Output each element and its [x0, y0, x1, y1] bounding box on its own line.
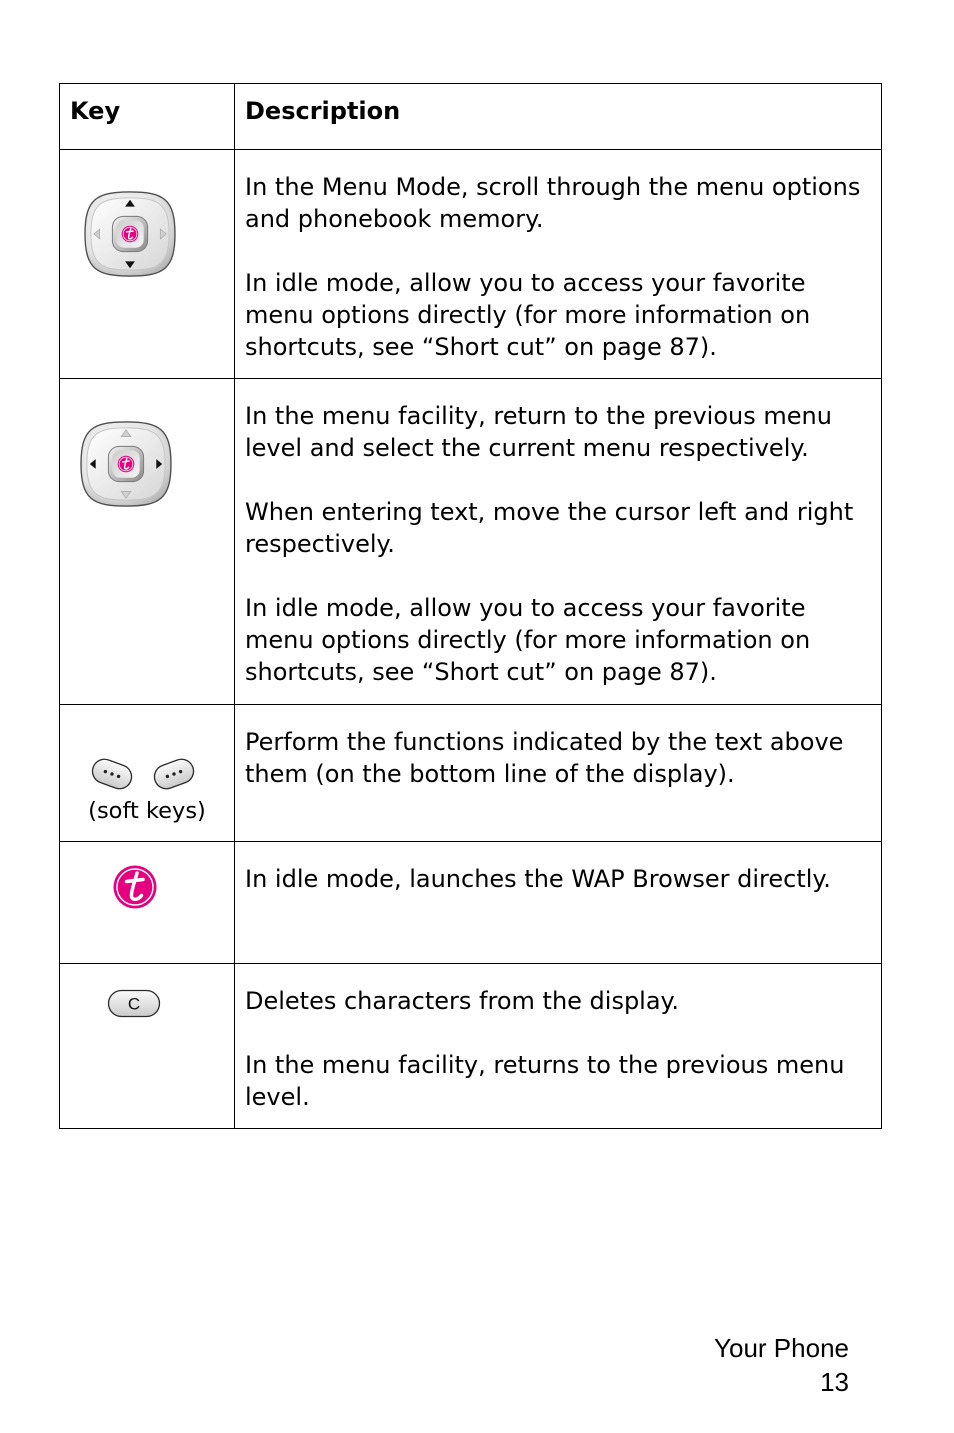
description-cell	[235, 705, 881, 841]
table-row	[60, 705, 881, 842]
page-footer	[714, 1331, 849, 1399]
description-cell	[235, 964, 881, 1128]
wap-browser-key-icon	[112, 864, 158, 910]
table-row	[60, 379, 881, 705]
description-column-header: Description	[245, 97, 401, 125]
description-paragraph: Deletes characters from the display.	[245, 987, 679, 1015]
description-paragraph: In the Menu Mode, scroll through the menu options and phonebook memory.	[245, 173, 861, 233]
key-column-header: Key	[60, 84, 235, 149]
key-cell	[60, 705, 235, 841]
key-description-table	[59, 83, 882, 1129]
wap-logo-disc	[114, 866, 157, 909]
table-row	[60, 150, 881, 379]
table-row	[60, 964, 881, 1128]
wap-logo-icon	[118, 456, 135, 473]
key-cell	[60, 379, 235, 704]
key-cell	[60, 964, 235, 1128]
key-cell	[60, 842, 235, 963]
description-paragraph: In idle mode, allow you to access your favorite menu options directly (for more information on shortcuts, see “Short cut” on page 87).	[245, 594, 811, 686]
description-paragraph: In idle mode, launches the WAP Browser directly.	[245, 865, 831, 893]
description-paragraph: Perform the functions indicated by the text above them (on the bottom line of the display).	[245, 728, 844, 788]
description-cell	[235, 150, 881, 378]
description-paragraph: In the menu facility, returns to the previous menu level.	[245, 1051, 845, 1111]
section-title: Your Phone	[714, 1333, 849, 1363]
soft-keys-label: (soft keys)	[88, 798, 206, 824]
left-soft-key-icon	[88, 755, 136, 793]
navigation-key-left-right-icon	[79, 420, 173, 508]
clear-key-icon	[107, 989, 161, 1019]
description-paragraph: In idle mode, allow you to access your favorite menu options directly (for more information on shortcuts, see “Short cut” on page 87).	[245, 269, 811, 361]
description-paragraph: When entering text, move the cursor left and right respectively.	[245, 498, 854, 558]
table-row	[60, 842, 881, 964]
description-cell	[235, 379, 881, 704]
key-cell	[60, 150, 235, 378]
navigation-key-up-down-icon	[83, 190, 177, 278]
right-soft-key-icon	[150, 755, 198, 793]
description-paragraph: In the menu facility, return to the previous menu level and select the current menu respectively.	[245, 402, 832, 462]
wap-logo-icon	[122, 226, 139, 243]
table-header-row	[60, 84, 881, 150]
description-cell	[235, 842, 881, 963]
page-number: 13	[820, 1367, 849, 1397]
clear-key-label: C	[127, 994, 141, 1014]
